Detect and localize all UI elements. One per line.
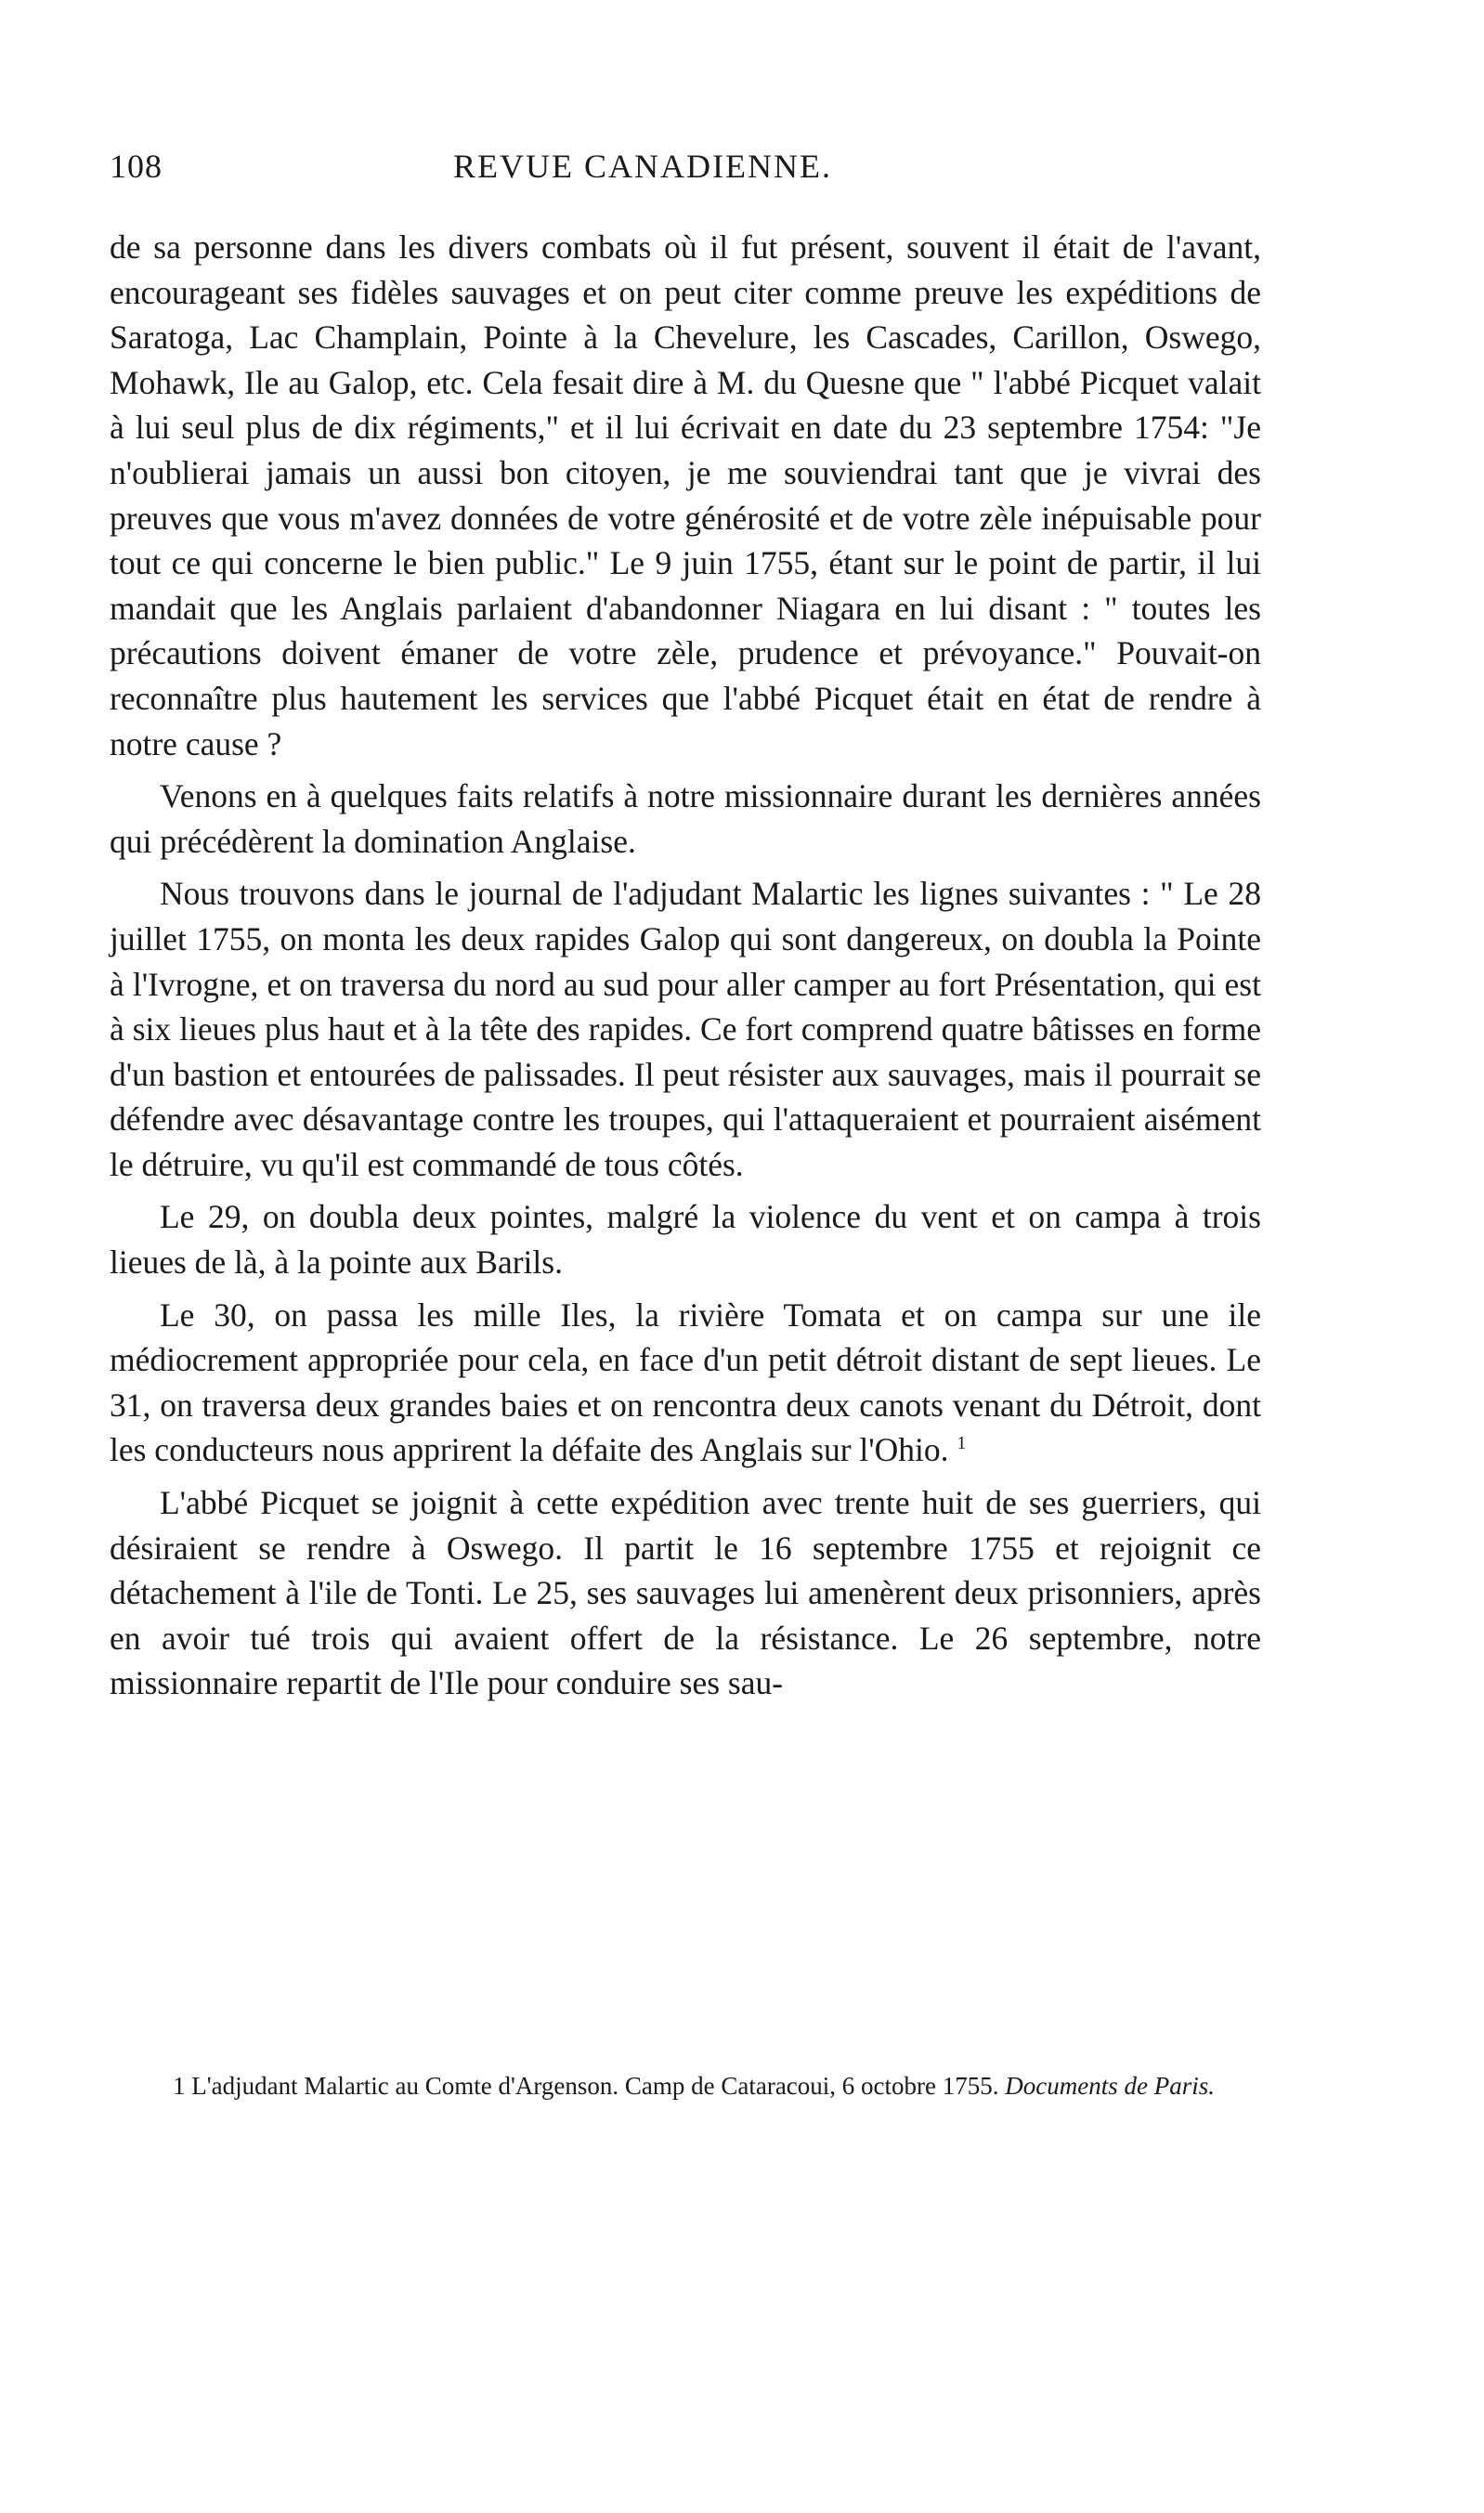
footnote-source: Documents de Paris. [1005, 2072, 1215, 2100]
book-page [110, 0, 1261, 2513]
footnote-number: 1 [173, 2072, 186, 2100]
paragraph-2-text: Venons en à quelques faits relatifs à notre missionnaire durant les dernières années qui précédèrent la domination Anglaise. [110, 777, 1261, 860]
paragraph-1-text: de sa personne dans les divers combats où il fut présent, souvent il était de l'avant, encourageant ses fidèles sauvages et on peut citer comme preuve les expéditions de Saratoga, Lac Champlain, Pointe à la Chevelure, les Cascades, Carillon, Oswego, Mohawk, Ile au Galop, etc. Cela fesait dire à M. du Quesne que " l'abbé Picquet valait à lui seul plus de dix régiments," et il lui écrivait en date du 23 septembre 1754: "Je n'oublierai jamais un aussi bon citoyen, je me souviendrai tant que je vivrai des preuves que vous m'avez données de votre générosité et de votre zèle inépuisable pour tout ce qui concerne le bien public." Le 9 juin 1755, étant sur le point de partir, il lui mandait que les Anglais parlaient d'abandonner Niagara en lui disant : " toutes les précautions doivent émaner de votre zèle, prudence et prévoyance." Pouvait-on reconnaître plus hautement les services que l'abbé Picquet était en état de rendre à notre cause ? [110, 228, 1261, 762]
running-head [110, 147, 1261, 193]
paragraph-1 [110, 225, 1261, 766]
paragraph-5-text: Le 30, on passa les mille Iles, la rivière Tomata et on campa sur une ile médiocrement appropriée pour cela, en face d'un petit détroit distant de sept lieues. Le 31, on traversa deux grandes baies et on rencontra deux canots venant du Détroit, dont les conducteurs nous apprirent la défaite des Anglais sur l'Ohio. [110, 1296, 1261, 1469]
paragraph-6-text: L'abbé Picquet se joignit à cette expédition avec trente huit de ses guerriers, qui désiraient se rendre à Oswego. Il partit le 16 septembre 1755 et rejoignit ce détachement à l'ile de Tonti. Le 25, ses sauvages lui amenèrent deux prisonniers, après en avoir tué trois qui avaient offert de la résistance. Le 26 septembre, notre missionnaire repartit de l'Ile pour conduire ses sau- [110, 1484, 1261, 1702]
footnote-text: L'adjudant Malartic au Comte d'Argenson. Camp de Cataracoui, 6 octobre 1755. [191, 2072, 999, 2100]
paragraph-4-text: Le 29, on doubla deux pointes, malgré la violence du vent et on campa à trois lieues de là, à la pointe aux Barils. [110, 1198, 1261, 1282]
paragraph-5 [110, 1293, 1261, 1473]
page-number: 108 [110, 148, 163, 185]
paragraph-6 [110, 1480, 1261, 1706]
footnote-marker: 1 [957, 1433, 967, 1454]
paragraph-4 [110, 1194, 1261, 1284]
paragraph-3-text: Nous trouvons dans le journal de l'adjudant Malartic les lignes suivantes : " Le 28 juillet 1755, on monta les deux rapides Galop qui sont dangereux, on doubla la Pointe à l'Ivrogne, et on traversa du nord au sud pour aller camper au fort Présentation, qui est à six lieues plus haut et à la tête des rapides. Ce fort comprend quatre bâtisses en forme d'un bastion et entourées de palissades. Il peut résister aux sauvages, mais il pourrait se défendre avec désavantage contre les troupes, qui l'attaqueraient et pourraient aisément le détruire, vu qu'il est commandé de tous côtés. [110, 875, 1261, 1183]
footnote [173, 2067, 1261, 2104]
paragraph-3 [110, 871, 1261, 1187]
body-text [110, 225, 1261, 1713]
running-title: REVUE CANADIENNE. [453, 148, 832, 185]
paragraph-2 [110, 774, 1261, 864]
